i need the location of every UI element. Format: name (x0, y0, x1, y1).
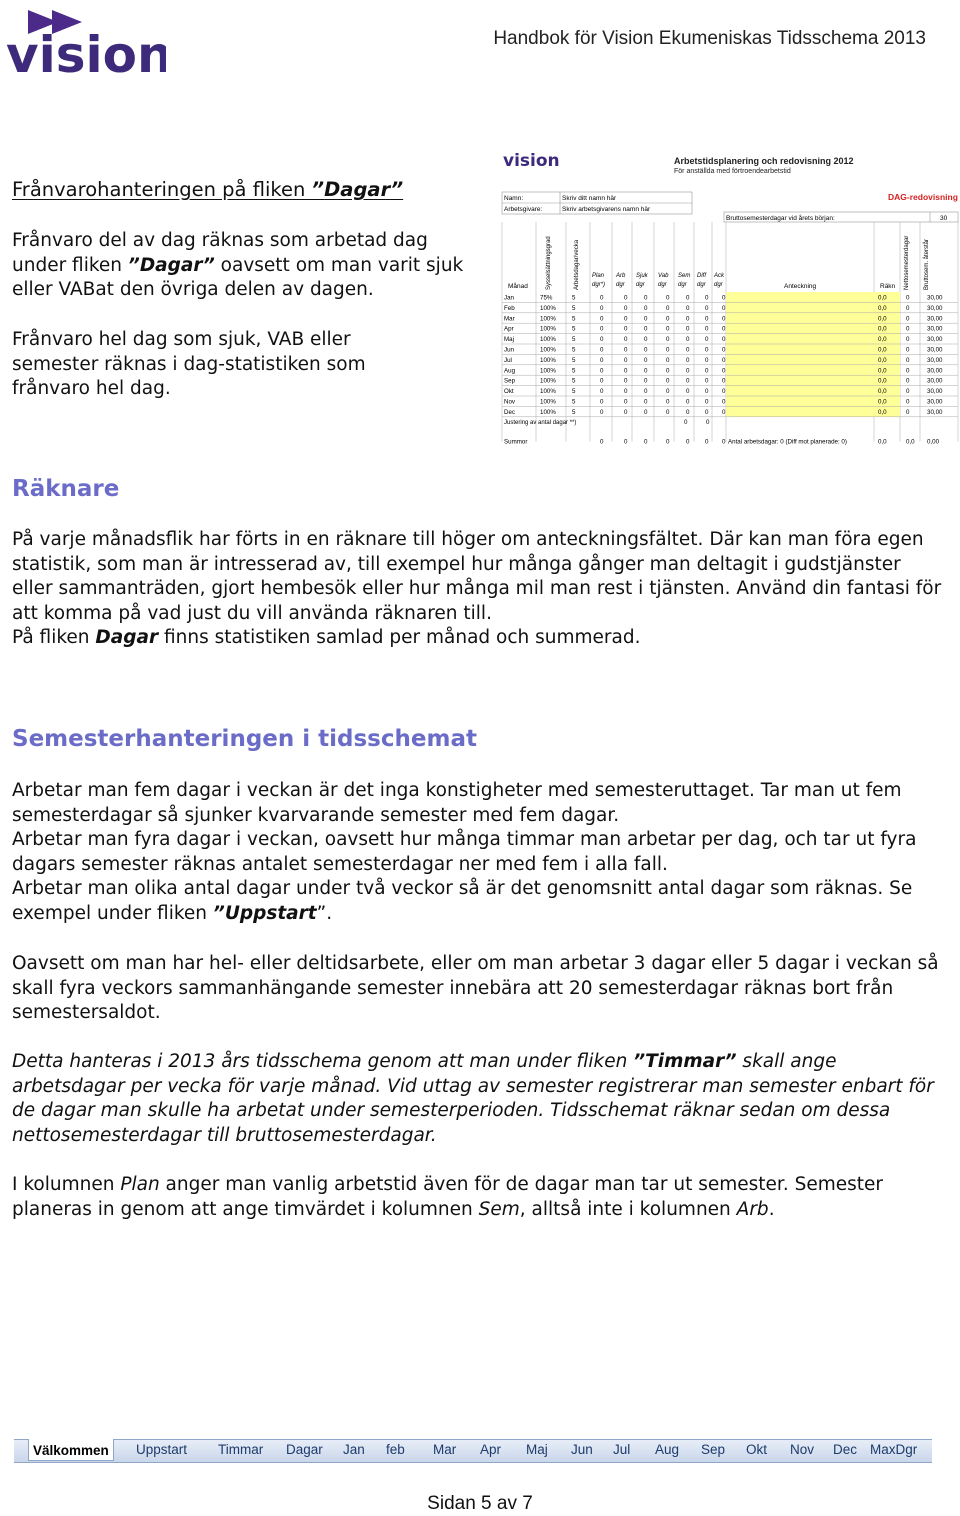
section-heading-absence: Frånvarohanteringen på fliken ”Dagar” (12, 178, 404, 201)
sheet-cell-zero: 0 (666, 367, 670, 375)
svg-text:0: 0 (722, 438, 726, 446)
sheet-tab-okt[interactable]: Okt (746, 1442, 768, 1457)
svg-text:Namn:: Namn: (504, 195, 524, 202)
sheet-cell-month: Feb (504, 304, 515, 312)
sheet-cell-days: 5 (572, 336, 576, 344)
svg-text:Sysselsättningsgrad: Sysselsättningsgrad (546, 236, 552, 290)
svg-text:0,0: 0,0 (906, 438, 915, 446)
sheet-cell-zero: 0 (722, 356, 726, 364)
sheet-cell-zero: 0 (600, 315, 604, 323)
sheet-col-head: Sem (678, 273, 691, 279)
sheet-cell-zero: 0 (686, 294, 690, 302)
sheet-cell-zero: 0 (624, 325, 628, 333)
sheet-cell-zero: 0 (686, 408, 690, 416)
sheet-cell-zero: 0 (705, 356, 709, 364)
sheet-cell-zero: 0 (644, 408, 648, 416)
document-title: Handbok för Vision Ekumeniskas Tidsschema 2013 (493, 28, 926, 49)
sheet-cell-zero: 0 (722, 408, 726, 416)
sheet-cell-gross: 30,00 (927, 294, 943, 302)
sheet-cell-zero: 0 (722, 377, 726, 385)
sheet-tab-uppstart[interactable]: Uppstart (136, 1442, 188, 1457)
sheet-cell-zero: 0 (705, 377, 709, 385)
sheet-cell-net: 0 (906, 377, 910, 385)
sheet-cell-zero: 0 (686, 388, 690, 396)
sheet-cell-net: 0 (906, 398, 910, 406)
paragraph-vacation-rules: Arbetar man fem dagar i veckan är det inga konstigheter med semesteruttaget. Tar man ut fem semesterdagar så sjunker kvarvarande semester med fem dagar. Arbetar man fyra dagar i veckan, oavsett hur många timmar man arbetar per dag, och tar ut fyra dagars semester räknas antalet semesterdagar ner med fem i alla fall. Arbetar man olika antal dagar under två veckor så är det genomsnitt antal dagar som räknas. Se exempel under fliken ”Uppstart”. (12, 780, 917, 924)
sheet-col-head: dgr (636, 282, 645, 288)
sheet-cell-pct: 100% (540, 408, 556, 416)
sheet-cell-days: 5 (572, 367, 576, 375)
sheet-cell-zero: 0 (666, 325, 670, 333)
sheet-cell-count: 0,0 (878, 398, 887, 406)
svg-text:Arbetsdagar/vecka: Arbetsdagar/vecka (574, 239, 580, 290)
sheet-cell-pct: 100% (540, 336, 556, 344)
sheet-cell-pct: 100% (540, 304, 556, 312)
sheet-cell-zero: 0 (644, 398, 648, 406)
sheet-cell-gross: 30,00 (927, 398, 943, 406)
sheet-cell-count: 0,0 (878, 304, 887, 312)
sheet-adjust-label: Justering av antal dagar **) (504, 419, 577, 426)
sheet-cell-month: Maj (504, 336, 514, 344)
sheet-cell-zero: 0 (705, 294, 709, 302)
paragraph-vacation-2013: Detta hanteras i 2013 års tidsschema genom att man under fliken ”Timmar” skall ange arbetsdagar per vecka för varje månad. Vid uttag av semester registrerar man semester enbart för de dagar man skulle ha arbetat under semesterperioden. Tidsschemat räknar sedan om dessa nettosemesterdagar till bruttosemesterdagar. (12, 1051, 934, 1146)
svg-text:0: 0 (684, 418, 688, 426)
sheet-cell-zero: 0 (600, 325, 604, 333)
sheet-cell-zero: 0 (666, 336, 670, 344)
sheet-cell-month: Apr (504, 325, 514, 333)
sheet-cell-zero: 0 (722, 304, 726, 312)
sheet-cell-pct: 100% (540, 325, 556, 333)
sheet-cell-pct: 100% (540, 356, 556, 364)
sheet-cell-pct: 100% (540, 367, 556, 375)
sheet-cell-count: 0,0 (878, 336, 887, 344)
sheet-tab-mar[interactable]: Mar (433, 1442, 457, 1457)
sheet-cell-zero: 0 (666, 346, 670, 354)
sheet-cell-pct: 100% (540, 388, 556, 396)
svg-text:0: 0 (686, 438, 690, 446)
sheet-cell-zero: 0 (624, 315, 628, 323)
sheet-cell-zero: 0 (600, 408, 604, 416)
sheet-cell-gross: 30,00 (927, 356, 943, 364)
sheet-cell-zero: 0 (722, 336, 726, 344)
sheet-cell-count: 0,0 (878, 408, 887, 416)
sheet-tab-aug[interactable]: Aug (655, 1442, 680, 1457)
sheet-cell-zero: 0 (722, 367, 726, 375)
sheet-col-head: Arb (616, 273, 626, 279)
svg-text:Skriv arbetsgivarens namn här: Skriv arbetsgivarens namn här (562, 206, 651, 213)
svg-text:0,0: 0,0 (878, 438, 887, 446)
sheet-col-head: dgr*) (592, 282, 606, 288)
sheet-cell-zero: 0 (686, 367, 690, 375)
sheet-cell-zero: 0 (666, 356, 670, 364)
svg-text:0: 0 (644, 438, 648, 446)
sheet-cell-zero: 0 (624, 408, 628, 416)
spreadsheet-grid (500, 146, 960, 446)
sheet-cell-count: 0,0 (878, 325, 887, 333)
sheet-cell-zero: 0 (644, 315, 648, 323)
sheet-col-head: dgr (658, 282, 667, 288)
sheet-cell-zero: 0 (600, 388, 604, 396)
svg-text:Månad: Månad (508, 283, 528, 290)
sheet-cell-zero: 0 (644, 367, 648, 375)
sheet-tab-strip (14, 1439, 932, 1463)
sheet-cell-zero: 0 (686, 304, 690, 312)
sheet-cell-zero: 0 (624, 367, 628, 375)
sheet-cell-days: 5 (572, 408, 576, 416)
sheet-cell-net: 0 (906, 346, 910, 354)
sheet-cell-pct: 100% (540, 377, 556, 385)
sheet-cell-month: Okt (504, 388, 514, 396)
sheet-cell-zero: 0 (722, 346, 726, 354)
sheet-cell-zero: 0 (722, 398, 726, 406)
sheet-col-head: dgr (616, 282, 625, 288)
paragraph-absence-full: Frånvaro hel dag som sjuk, VAB eller semester räknas i dag-statistiken som frånvaro hel dag. (12, 329, 366, 399)
sheet-cell-zero: 0 (666, 377, 670, 385)
sheet-cell-net: 0 (906, 304, 910, 312)
sheet-cell-zero: 0 (705, 346, 709, 354)
sheet-cell-zero: 0 (705, 408, 709, 416)
sheet-cell-count: 0,0 (878, 346, 887, 354)
sheet-cell-zero: 0 (600, 356, 604, 364)
sheet-cell-zero: 0 (644, 336, 648, 344)
sheet-cell-gross: 30,00 (927, 408, 943, 416)
sheet-cell-net: 0 (906, 356, 910, 364)
sheet-cell-zero: 0 (705, 336, 709, 344)
sheet-cell-zero: 0 (624, 377, 628, 385)
paragraph-absence-partial: Frånvaro del av dag räknas som arbetad dag under fliken ”Dagar” oavsett om man varit sjuk eller VABat den övriga delen av dagen. (12, 230, 464, 300)
sheet-col-head: dgr (697, 282, 706, 288)
sheet-tab-maj[interactable]: Maj (526, 1442, 548, 1457)
sheet-cell-zero: 0 (600, 294, 604, 302)
svg-text:Anteckning: Anteckning (784, 283, 817, 290)
sheet-cell-zero: 0 (600, 377, 604, 385)
sheet-tab-nov[interactable]: Nov (790, 1442, 815, 1457)
sheet-cell-days: 5 (572, 356, 576, 364)
svg-text:Arbetsgivare:: Arbetsgivare: (504, 206, 543, 213)
sheet-cell-zero: 0 (686, 377, 690, 385)
sheet-tab-välkommen[interactable]: Välkommen (28, 1439, 114, 1461)
sheet-cell-count: 0,0 (878, 315, 887, 323)
sheet-cell-count: 0,0 (878, 356, 887, 364)
sheet-cell-zero: 0 (686, 315, 690, 323)
sheet-cell-zero: 0 (600, 346, 604, 354)
sheet-cell-pct: 100% (540, 346, 556, 354)
sheet-cell-month: Sep (504, 377, 516, 385)
sheet-cell-zero: 0 (705, 325, 709, 333)
sheet-cell-count: 0,0 (878, 377, 887, 385)
sheet-cell-gross: 30,00 (927, 315, 943, 323)
sheet-cell-zero: 0 (644, 356, 648, 364)
svg-text:0: 0 (624, 438, 628, 446)
sheet-cell-days: 5 (572, 304, 576, 312)
sheet-cell-days: 5 (572, 315, 576, 323)
sheet-cell-zero: 0 (666, 408, 670, 416)
sheet-cell-zero: 0 (600, 304, 604, 312)
sheet-cell-zero: 0 (644, 304, 648, 312)
sheet-tab-jun[interactable]: Jun (571, 1442, 593, 1457)
paragraph-counter: På varje månadsflik har förts in en räknare till höger om anteckningsfältet. Där kan man föra egen statistik, som man är intresserad av, till exempel hur många gånger man deltagit i gudstjänster eller sammanträden, gjort hembesök eller hur många mil man rest i tjänsten. Använd din fantasi för att komma på vad just du vill använda räknaren till. På fliken Dagar finns statistiken samlad per månad och summerad. (12, 529, 942, 648)
sheet-cell-net: 0 (906, 294, 910, 302)
sheet-cell-gross: 30,00 (927, 325, 943, 333)
sheet-cell-zero: 0 (722, 315, 726, 323)
sheet-cell-gross: 30,00 (927, 367, 943, 375)
sheet-tab-apr[interactable]: Apr (480, 1442, 502, 1457)
sheet-cell-month: Jun (504, 346, 514, 354)
sheet-cell-zero: 0 (644, 377, 648, 385)
sheet-cell-net: 0 (906, 367, 910, 375)
paragraph-plan-column: I kolumnen Plan anger man vanlig arbetstid även för de dagar man tar ut semester. Semester planeras in genom att ange timvärdet i kolumnen Sem, alltså inte i kolumnen Arb. (12, 1174, 883, 1220)
sheet-subtitle: För anställda med förtroendearbetstid (674, 168, 791, 175)
sheet-cell-zero: 0 (705, 304, 709, 312)
sheet-tab-timmar[interactable]: Timmar (218, 1442, 264, 1457)
spreadsheet-screenshot (500, 146, 960, 446)
sheet-tab-dec[interactable]: Dec (833, 1442, 858, 1457)
svg-text:30: 30 (940, 215, 948, 222)
sheet-cell-days: 5 (572, 398, 576, 406)
sheet-cell-zero: 0 (644, 325, 648, 333)
sheet-col-head: dgr (678, 282, 687, 288)
sheet-cell-zero: 0 (666, 294, 670, 302)
sheet-cell-net: 0 (906, 336, 910, 344)
sheet-cell-zero: 0 (624, 346, 628, 354)
sheet-cell-days: 5 (572, 346, 576, 354)
sheet-tab-feb[interactable]: feb (386, 1442, 405, 1457)
sheet-cell-pct: 100% (540, 315, 556, 323)
section-heading-vacation: Semesterhanteringen i tidsschemat (12, 726, 477, 752)
svg-text:0: 0 (705, 438, 709, 446)
sheet-cell-gross: 30,00 (927, 377, 943, 385)
sheet-cell-month: Aug (504, 367, 516, 375)
sheet-cell-month: Jan (504, 294, 514, 302)
svg-text:0,00: 0,00 (927, 438, 940, 446)
svg-text:0: 0 (666, 438, 670, 446)
page-number: Sidan 5 av 7 (427, 1493, 533, 1514)
sheet-cell-zero: 0 (644, 388, 648, 396)
sheet-cell-month: Nov (504, 398, 516, 406)
sheet-cell-zero: 0 (666, 304, 670, 312)
sheet-cell-zero: 0 (624, 294, 628, 302)
sheet-tab-jul[interactable]: Jul (613, 1442, 631, 1457)
sheet-cell-net: 0 (906, 315, 910, 323)
sheet-cell-zero: 0 (705, 398, 709, 406)
sheet-tab-maxdgr[interactable]: MaxDgr (870, 1442, 918, 1457)
sheet-tab-jan[interactable]: Jan (343, 1442, 365, 1457)
sheet-cell-zero: 0 (686, 398, 690, 406)
sheet-logo: vision (503, 151, 560, 171)
sheet-cell-zero: 0 (722, 388, 726, 396)
sheet-cell-zero: 0 (686, 336, 690, 344)
logo-text: vision (6, 26, 166, 76)
sheet-cell-zero: 0 (624, 336, 628, 344)
sheet-sum-label: Summor (504, 438, 528, 446)
sheet-title: Arbetstidsplanering och redovisning 2012 (674, 156, 854, 166)
sheet-cell-month: Dec (504, 408, 516, 416)
sheet-col-head: Vab (658, 273, 669, 279)
sheet-col-head: Sjuk (636, 273, 648, 279)
sheet-cell-count: 0,0 (878, 294, 887, 302)
sheet-cell-gross: 30,00 (927, 346, 943, 354)
sheet-cell-zero: 0 (705, 367, 709, 375)
sheet-cell-days: 5 (572, 388, 576, 396)
sheet-cell-zero: 0 (686, 356, 690, 364)
sheet-cell-net: 0 (906, 388, 910, 396)
sheet-cell-zero: 0 (600, 367, 604, 375)
sheet-cell-zero: 0 (666, 315, 670, 323)
sheet-cell-month: Jul (504, 356, 512, 364)
sheet-col-head: Ack (714, 273, 725, 279)
sheet-cell-gross: 30,00 (927, 336, 943, 344)
sheet-col-head: Diff (697, 273, 706, 279)
svg-text:Skriv ditt namn här: Skriv ditt namn här (562, 195, 617, 202)
svg-text:Nettosemesterdagar: Nettosemesterdagar (904, 235, 910, 290)
svg-text:0: 0 (600, 438, 604, 446)
sheet-cell-zero: 0 (624, 356, 628, 364)
sheet-cell-net: 0 (906, 325, 910, 333)
sheet-cell-zero: 0 (624, 398, 628, 406)
sheet-cell-zero: 0 (722, 325, 726, 333)
sheet-cell-zero: 0 (600, 398, 604, 406)
sheet-cell-days: 5 (572, 294, 576, 302)
sheet-report-label: DAG-redovisning (888, 192, 958, 202)
sheet-cell-count: 0,0 (878, 388, 887, 396)
sheet-cell-pct: 100% (540, 398, 556, 406)
sheet-cell-zero: 0 (666, 388, 670, 396)
svg-text:Räkn: Räkn (880, 283, 896, 290)
sheet-cell-gross: 30,00 (927, 388, 943, 396)
svg-text:Bruttosemesterdagar vid årets: Bruttosemesterdagar vid årets början: (726, 215, 835, 222)
sheet-col-head: Plan (592, 273, 605, 279)
sheet-cell-zero: 0 (624, 304, 628, 312)
svg-text:Bruttosem. återstår: Bruttosem. återstår (924, 238, 930, 290)
sheet-cell-zero: 0 (624, 388, 628, 396)
sheet-sum-note: Antal arbetsdagar: 0 (Diff mot planerade: 0) (728, 438, 847, 446)
section-heading-counter: Räknare (12, 476, 120, 502)
sheet-cell-zero: 0 (705, 315, 709, 323)
sheet-cell-zero: 0 (686, 325, 690, 333)
sheet-cell-zero: 0 (644, 294, 648, 302)
sheet-cell-zero: 0 (722, 294, 726, 302)
sheet-cell-zero: 0 (600, 336, 604, 344)
sheet-cell-days: 5 (572, 377, 576, 385)
sheet-tab-dagar[interactable]: Dagar (286, 1442, 323, 1457)
svg-text:0: 0 (706, 418, 710, 426)
sheet-tab-sep[interactable]: Sep (701, 1442, 726, 1457)
sheet-cell-zero: 0 (686, 346, 690, 354)
sheet-cell-zero: 0 (666, 398, 670, 406)
sheet-cell-days: 5 (572, 325, 576, 333)
sheet-cell-pct: 75% (540, 294, 553, 302)
sheet-cell-month: Mar (504, 315, 515, 323)
sheet-cell-count: 0,0 (878, 367, 887, 375)
sheet-cell-zero: 0 (644, 346, 648, 354)
vision-logo (6, 4, 166, 76)
sheet-cell-zero: 0 (705, 388, 709, 396)
sheet-cell-net: 0 (906, 408, 910, 416)
sheet-cell-gross: 30,00 (927, 304, 943, 312)
sheet-col-head: dgr (714, 282, 723, 288)
paragraph-vacation-weeks: Oavsett om man har hel- eller deltidsarbete, eller om man arbetar 3 dagar eller 5 dagar i veckan så skall fyra veckors sammanhängande semester innebära att 20 semesterdagar räknas bort från semestersaldot. (12, 953, 939, 1023)
